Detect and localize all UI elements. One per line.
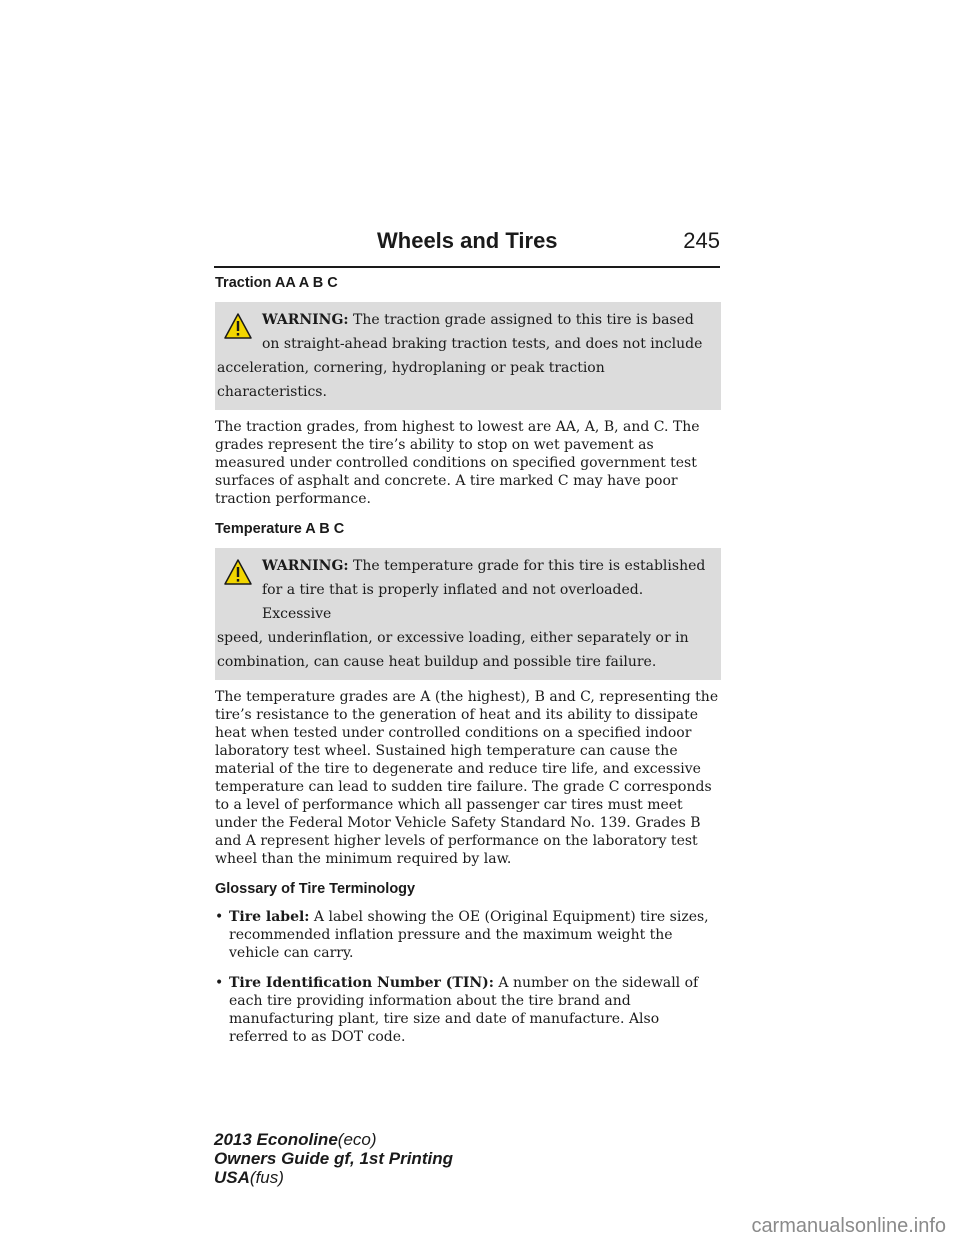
- glossary-item-tin: [215, 974, 721, 1046]
- warning-text-continued: acceleration, cornering, hydroplaning or peak traction characteristics.: [217, 360, 605, 400]
- temperature-heading: Temperature A B C: [215, 521, 345, 537]
- warning-label: WARNING:: [262, 312, 349, 328]
- footer-line-model: [214, 1130, 453, 1149]
- warning-text: The temperature grade for this tire is established for a tire that is properly inflated and not overloaded. Excessive: [262, 558, 706, 622]
- traction-warning-lead: [217, 308, 715, 356]
- glossary-definition: A label showing the OE (Original Equipment) tire sizes, recommended inflation pressure and the maximum weight the vehicle can carry.: [229, 909, 709, 961]
- glossary-item-tire-label: [215, 908, 721, 962]
- site-watermark: carmanualsonline.info: [751, 1215, 946, 1237]
- glossary-heading: Glossary of Tire Terminology: [215, 881, 416, 897]
- footer-region-code: (fus): [249, 1168, 284, 1187]
- footer-model-code: (eco): [337, 1130, 377, 1149]
- temperature-warning-box: [215, 548, 721, 680]
- bullet-mark: •: [215, 909, 224, 925]
- bullet-mark: •: [215, 975, 224, 991]
- footer-model: 2013 Econoline: [214, 1130, 338, 1149]
- page-header: [214, 228, 720, 268]
- glossary-term: Tire label:: [229, 909, 310, 925]
- traction-warning-box: [215, 302, 721, 410]
- warning-text: The traction grade assigned to this tire is based on straight-ahead braking traction tests, and does not include: [262, 312, 703, 352]
- page-footer: [214, 1130, 453, 1187]
- temperature-paragraph: The temperature grades are A (the highest), B and C, representing the tire’s resistance to the generation of heat and its ability to dissipate heat when tested under controlled conditions on a specified indoor laboratory test wheel. Sustained high temperature can cause the material of the tire to degenerate and reduce tire life, and excessive temperature can lead to sudden tire failure. The grade C corresponds to a level of performance which all passenger car tires must meet under the Federal Motor Vehicle Safety Standard No. 139. Grades B and A represent higher levels of performance on the laboratory test wheel than the minimum required by law.: [215, 689, 719, 867]
- page-content: [215, 274, 721, 1058]
- warning-text-continued: speed, underinflation, or excessive loading, either separately or in combination, can cause heat buildup and possible tire failure.: [217, 630, 689, 670]
- footer-line-region: [214, 1168, 453, 1187]
- warning-triangle-icon: [223, 312, 253, 340]
- section-title: Wheels and Tires: [377, 228, 558, 253]
- traction-paragraph: The traction grades, from highest to lowest are AA, A, B, and C. The grades represent the tire’s ability to stop on wet pavement as measured under controlled conditions on specified government test surfaces of asphalt and concrete. A tire marked C may have poor traction performance.: [215, 419, 700, 507]
- glossary-definition: A number on the sidewall of each tire providing information about the tire brand and manufacturing plant, tire size and date of manufacture. Also referred to as DOT code.: [229, 975, 699, 1045]
- warning-label: WARNING:: [262, 558, 349, 574]
- footer-printing: Owners Guide gf, 1st Printing: [214, 1149, 453, 1168]
- footer-region: USA: [214, 1168, 250, 1187]
- traction-heading: Traction AA A B C: [215, 275, 338, 291]
- warning-triangle-icon: [223, 558, 253, 586]
- glossary-term: Tire Identification Number (TIN):: [229, 975, 494, 991]
- page-number: 245: [683, 228, 720, 253]
- temperature-warning-lead: [217, 554, 715, 626]
